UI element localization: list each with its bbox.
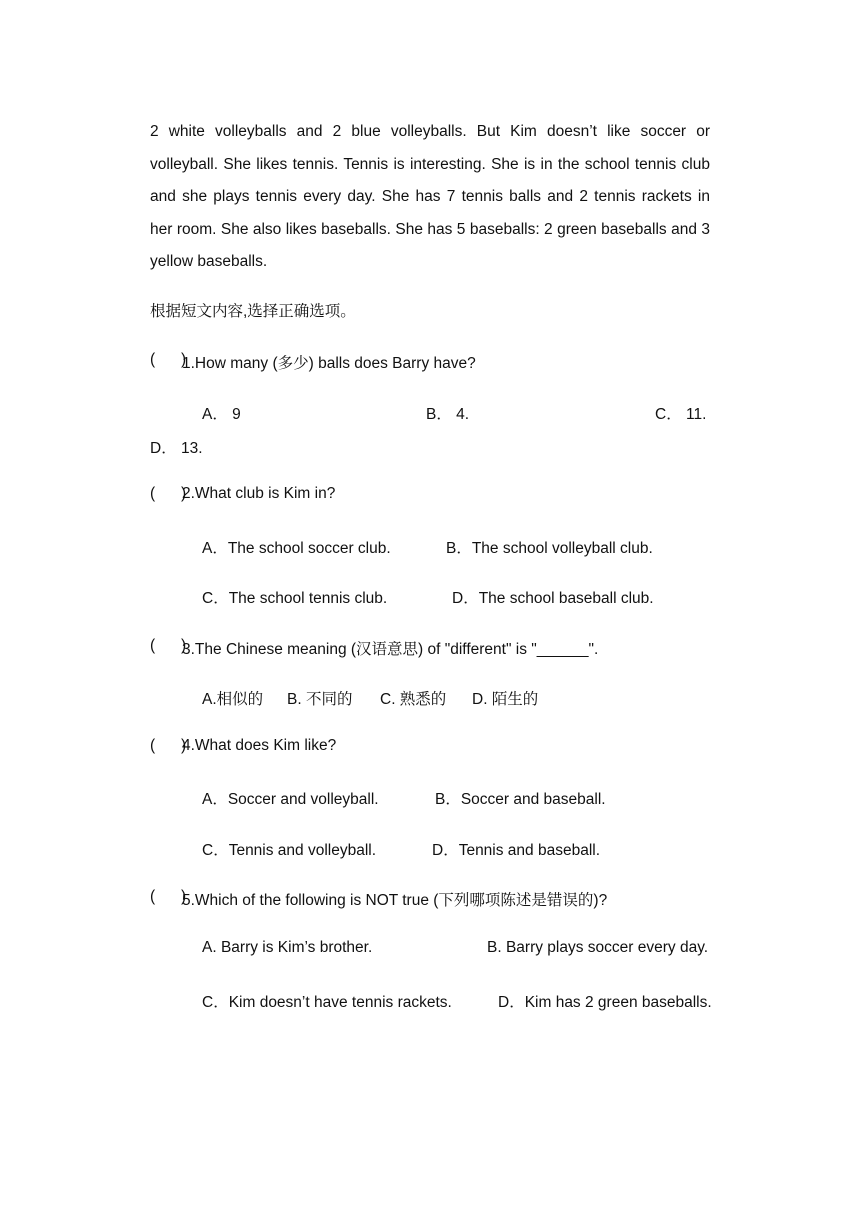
answer-blank: ( ): [150, 888, 187, 905]
option-a: A．The school soccer club.: [202, 540, 391, 557]
question-text: 2.What club is Kim in?: [182, 485, 336, 502]
reading-passage: [150, 116, 710, 279]
option-b: B. Barry plays soccer every day.: [487, 939, 709, 956]
option-b: B. 不同的: [287, 691, 353, 708]
option-b: B．The school volleyball club.: [446, 540, 653, 557]
document-page: [150, 0, 710, 1214]
answer-blank: ( ): [150, 485, 187, 502]
question-text: 5.Which of the following is NOT true (下列哪项陈述是错误的)?: [182, 892, 608, 909]
option-a: A．Soccer and volleyball.: [202, 791, 379, 808]
option-b: B． 4.: [426, 406, 470, 423]
question-text: 4.What does Kim like?: [182, 737, 337, 754]
passage-line: volleyball. She likes tennis. Tennis is interesting. She is in the school tennis club: [150, 155, 710, 173]
option-c: C．Kim doesn’t have tennis rackets.: [202, 994, 452, 1011]
option-a: A． 9: [202, 406, 241, 423]
option-d: D．Tennis and baseball.: [432, 842, 601, 859]
answer-blank: ( ): [150, 351, 187, 368]
answer-blank: ( ): [150, 637, 187, 654]
option-d: D. 陌生的: [472, 691, 539, 708]
option-a: A.相似的: [202, 691, 264, 708]
option-a: A. Barry is Kim’s brother.: [202, 939, 373, 956]
passage-line: and she plays tennis every day. She has 7 tennis balls and 2 tennis rackets in: [150, 188, 710, 205]
question-text: 3.The Chinese meaning (汉语意思) of "different" is "______".: [182, 641, 599, 658]
option-c: C． 11.: [655, 406, 707, 423]
option-d: D．The school baseball club.: [452, 590, 654, 607]
passage-line: her room. She also likes baseballs. She has 5 baseballs: 2 green baseballs and 3: [150, 220, 710, 238]
instruction-text: 根据短文内容,选择正确选项。: [150, 303, 356, 320]
passage-line: 2 white volleyballs and 2 blue volleyballs. But Kim doesn’t like soccer or: [150, 123, 710, 140]
option-c: C．The school tennis club.: [202, 590, 388, 607]
option-d: D．Kim has 2 green baseballs.: [498, 994, 712, 1011]
option-c: C. 熟悉的: [380, 691, 447, 708]
answer-blank: ( ): [150, 737, 187, 754]
question-text: 1.How many (多少) balls does Barry have?: [182, 355, 476, 372]
option-c: C．Tennis and volleyball.: [202, 842, 377, 859]
passage-line: yellow baseballs.: [150, 253, 268, 270]
option-b: B．Soccer and baseball.: [435, 791, 606, 808]
option-d: D． 13.: [150, 440, 203, 457]
